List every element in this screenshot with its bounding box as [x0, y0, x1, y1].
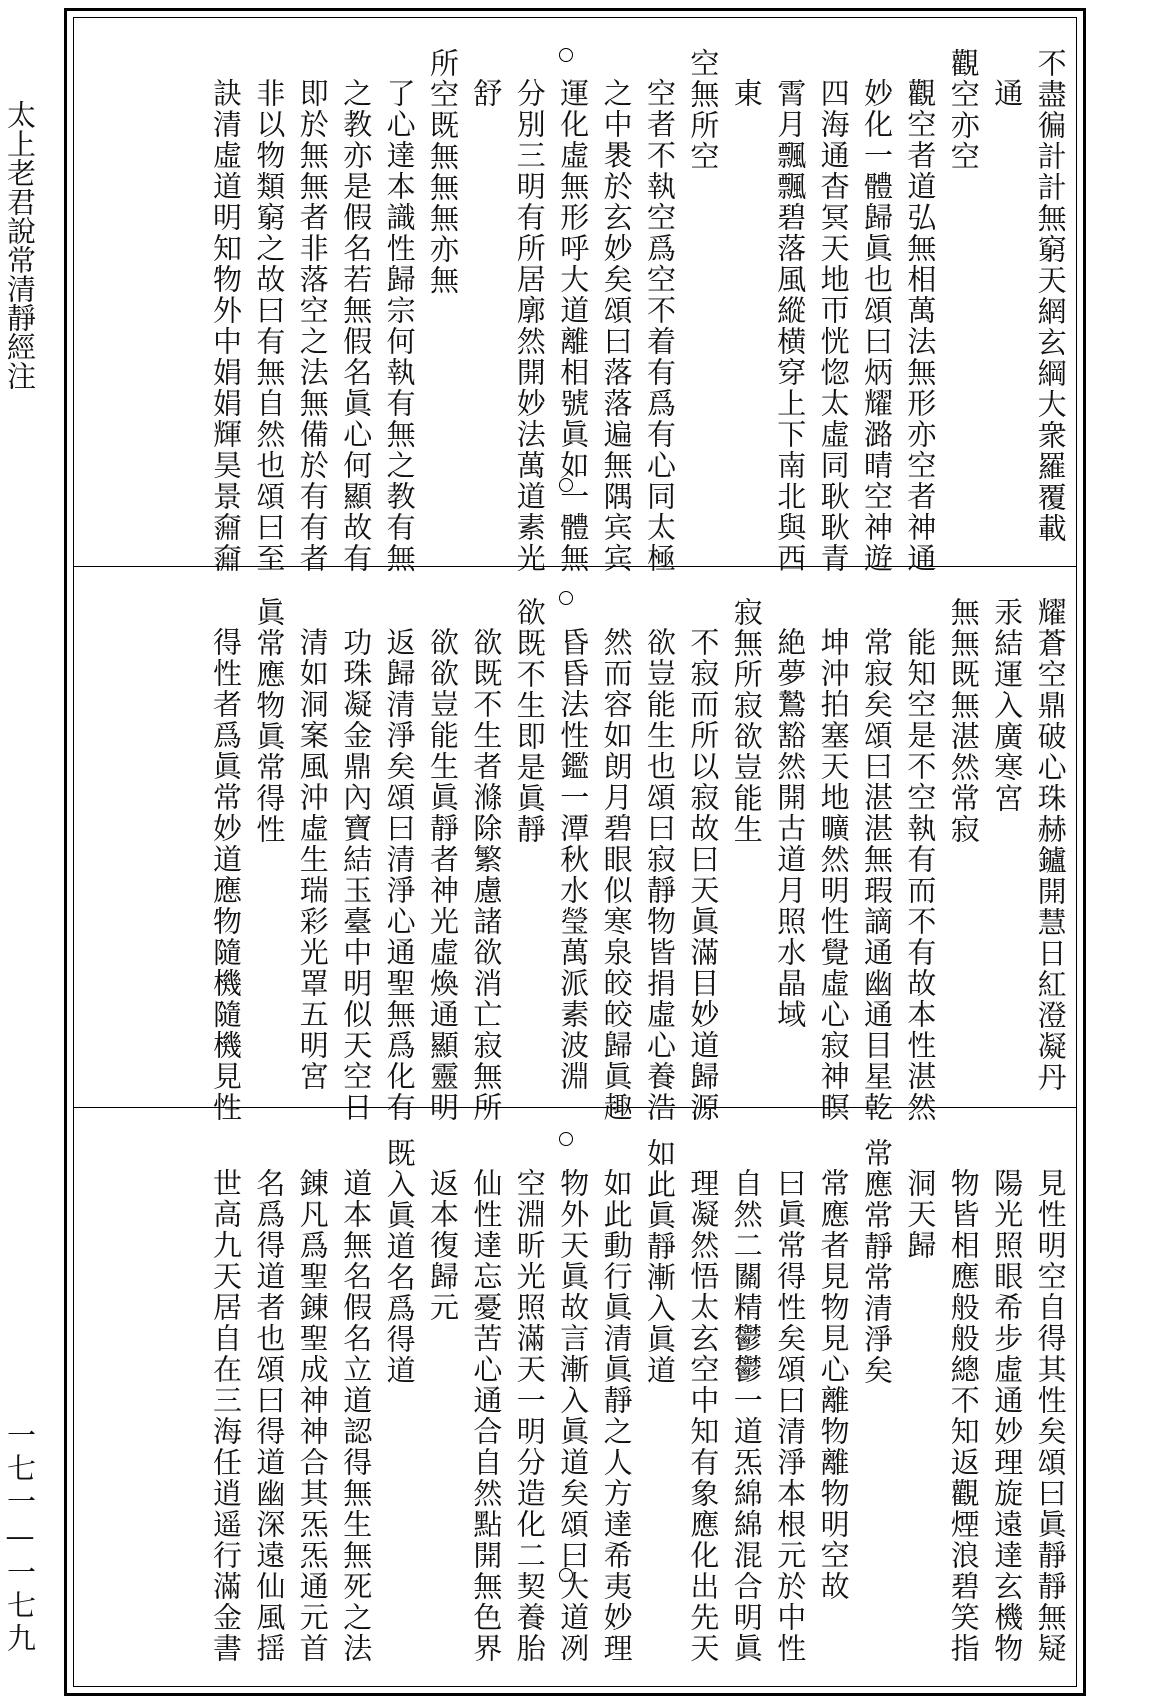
text-column: 欲豈能生也頌曰寂靜物皆捐虛心養浩: [643, 627, 677, 1123]
text-column: 曰眞常得性矣頌曰清淨本根元於中性: [773, 1168, 808, 1664]
text-column: 返本復歸元: [426, 1168, 460, 1323]
text-column: 所空既無無無亦無: [426, 48, 460, 296]
punctuation-circle: [559, 591, 573, 605]
text-column: 如此動行眞清眞靜之人方達希夷妙理: [599, 1168, 634, 1664]
text-column: 觀空者道弘無相萬法無形亦空者神通: [903, 78, 938, 574]
text-column: 世高九天居自在三海任逍遥行滿金書: [209, 1168, 243, 1664]
text-column: 功珠凝金鼎內寶結玉臺中明似天空日: [339, 627, 374, 1123]
punctuation-circle: [559, 1568, 573, 1582]
text-column: 無無既無湛然常寂: [946, 597, 981, 845]
text-column: 耀蒼空鼎破心珠赫鑪開慧日紅澄凝丹: [1033, 597, 1068, 1093]
text-column: 即於無無者非落空之法無備於有有者: [295, 78, 330, 574]
text-column: 然而容如朗月碧眼似寒泉皎皎歸眞趣: [599, 627, 634, 1123]
text-column: 能知空是不空執有而不有故本性湛然: [903, 627, 938, 1123]
text-column: 東: [729, 78, 764, 109]
text-column: 運化虛無形呼大道離相號眞如一體無: [556, 78, 591, 574]
text-column: 空無所空: [686, 48, 721, 172]
text-column: 觀空亦空: [946, 48, 981, 172]
text-column: 欲欲豈能生眞靜者神光虛煥通顯靈明: [426, 627, 460, 1123]
text-column: 訣清虛道明知物外中娟娟輝昊景奫奫: [209, 78, 243, 574]
text-column: 非以物類窮之故曰有無自然也頌曰至: [252, 78, 287, 574]
page-frame-inner: [73, 17, 1077, 1687]
text-column: 通: [990, 78, 1025, 109]
text-column: 常應者見物見心離物離物明空故: [816, 1168, 851, 1602]
text-column: 欲既不生者滌除繁慮諸欲消亡寂無所: [469, 627, 504, 1123]
punctuation-circle: [559, 48, 573, 62]
text-column: 陽光照眼希步虛通妙理旋遠達玄機物: [990, 1168, 1025, 1664]
text-column: 寂無所寂欲豈能生: [729, 597, 764, 845]
punctuation-circle: [559, 1132, 573, 1146]
text-column: 眞常應物眞常得性: [252, 597, 287, 845]
text-column: 坤沖拍塞天地曠然明性覺虛心寂神瞑: [816, 627, 851, 1123]
text-column: 如此眞靜漸入眞道: [643, 1138, 677, 1386]
text-panel-top: [74, 18, 1076, 574]
text-column: 絶夢鷙豁然開古道月照水晶域: [773, 627, 808, 1030]
text-column: 物外天眞故言漸入眞道矣頌曰大道冽: [556, 1168, 591, 1664]
text-column: 了心達本識性歸宗何執有無之教有無: [382, 78, 417, 574]
text-panel-middle: [74, 566, 1076, 1123]
text-column: 昏昏法性鑑一潭秋水瑩萬派素波淵: [556, 627, 591, 1092]
text-column: 汞結運入廣寒宮: [990, 597, 1025, 814]
text-column: 四海通杳冥天地帀恍惚太虛同耿耿青: [816, 78, 851, 574]
text-column: 既入眞道名爲得道: [382, 1138, 417, 1386]
margin-title: 太上老君說常清靜經注: [3, 100, 37, 390]
text-column: 洞天歸: [903, 1168, 938, 1261]
text-column: 不寂而所以寂故曰天眞滿目妙道歸源: [686, 627, 721, 1123]
text-column: 空者不執空爲空不着有爲有心同太極: [643, 78, 677, 574]
text-column: 常寂矣頌曰湛湛無瑕謫通幽通目星乾: [860, 627, 894, 1123]
text-column: 霄月飄飄碧落風縱横穿上下南北與西: [773, 78, 808, 574]
text-column: 清如洞案風沖虛生瑞彩光罩五明宮: [295, 627, 330, 1092]
text-column: 妙化一體歸眞也頌曰炳耀潞晴空神遊: [860, 78, 894, 574]
text-column: 舒: [469, 78, 504, 109]
page-number: 一七一—一七九: [3, 1420, 37, 1656]
text-column: 理凝然悟太玄空中知有象應化出先天: [686, 1168, 721, 1664]
text-column: 空淵昕光照滿天一明分造化二契養胎: [512, 1168, 547, 1664]
text-column: 物皆相應般般總不知返觀煙浪碧笑指: [946, 1168, 981, 1664]
text-column: 分別三明有所居廓然開妙法萬道素光: [512, 78, 547, 574]
text-column: 見性明空自得其性矣頌曰眞靜靜無疑: [1033, 1168, 1068, 1664]
text-column: 返歸清淨矣頌曰清淨心通聖無爲化有: [382, 627, 417, 1123]
text-column: 道本無名假名立道認得無生無死之法: [339, 1168, 374, 1664]
text-column: 之教亦是假名若無假名眞心何顯故有: [339, 78, 374, 574]
text-column: 自然二關精鬱鬱一道炁綿綿混合明眞: [729, 1168, 764, 1664]
text-column: 欲既不生即是眞靜: [512, 597, 547, 845]
text-column: 得性者爲眞常妙道應物隨機隨機見性: [209, 627, 243, 1123]
text-column: 不盡徧計計無窮天網玄綱大衆羅覆載: [1033, 48, 1068, 544]
text-column: 仙性達忘憂苦心通合自然點開無色界: [469, 1168, 504, 1664]
punctuation-circle: [559, 478, 573, 492]
text-column: 常應常靜常清淨矣: [860, 1138, 894, 1386]
text-column: 之中褁於玄妙矣頌曰落落遍無隅宾宾: [599, 78, 634, 574]
text-column: 名爲得道者也頌曰得道幽深遠仙風揺: [252, 1168, 287, 1664]
page-frame: [64, 8, 1086, 1696]
text-column: 錬凡爲聖錬聖成神神合其炁炁通元首: [295, 1168, 330, 1664]
text-panel-bottom: [74, 1107, 1076, 1686]
